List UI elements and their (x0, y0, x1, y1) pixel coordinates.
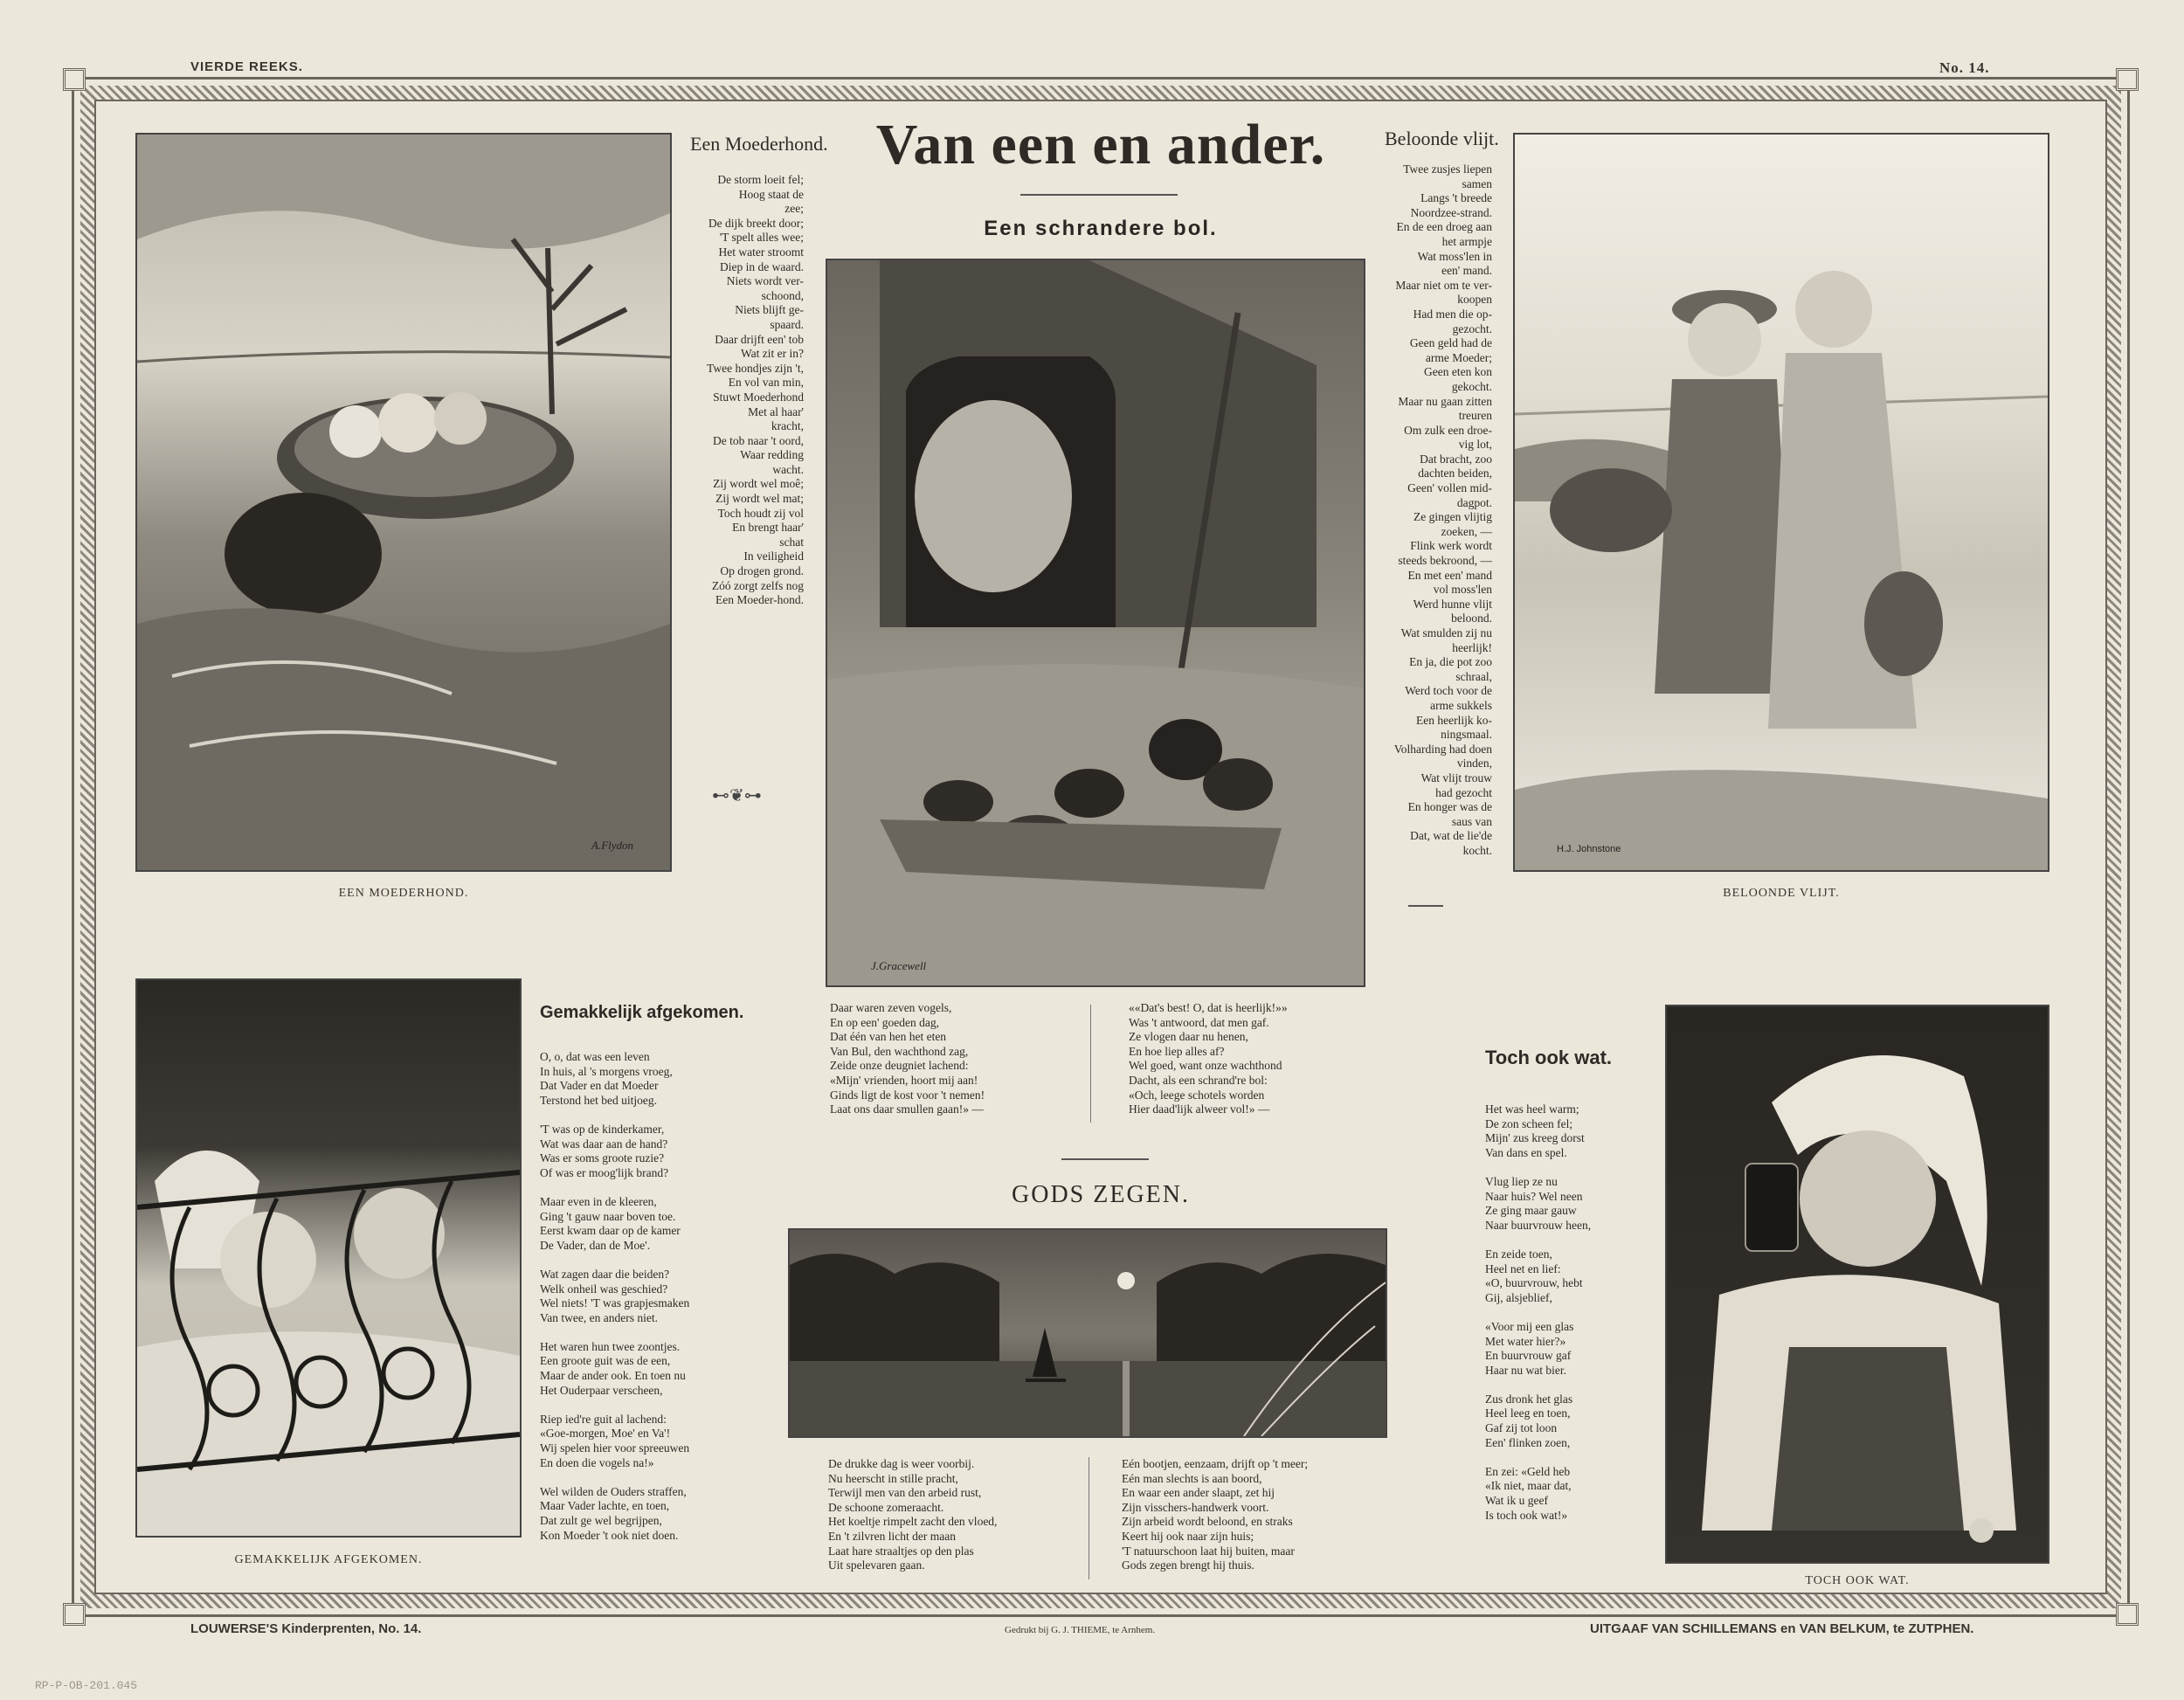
page-title: Van een en ander. (875, 113, 1326, 176)
poem-line: spaard. (770, 317, 804, 331)
poem-something-anyway (1485, 1102, 1591, 1523)
poem-line: zee; (784, 202, 804, 216)
poem-line (540, 1180, 689, 1195)
poem-title-rewarded-diligence: Beloonde vlijt. (1385, 128, 1499, 149)
poem-line: Geen eten kon (1424, 365, 1492, 379)
girls-on-beach-engraving (1515, 135, 2048, 870)
caption-mother-dog: EEN MOEDERHOND. (338, 887, 469, 900)
poem-title-gods-blessing: GODS ZEGEN. (1012, 1181, 1190, 1208)
section-rule (1061, 1158, 1149, 1160)
poem-line: En ja, die pot zoo (1409, 655, 1492, 669)
poem-line: had gezocht (1435, 785, 1492, 799)
poem-line: Waar redding (740, 448, 804, 462)
poem-end-rule (1408, 905, 1443, 907)
poem-line: Hoog staat de (738, 187, 804, 201)
poem-line: De zon scheen fel; (1485, 1116, 1573, 1130)
poem-line: Wij spelen hier voor spreeuwen (540, 1441, 690, 1455)
poem-line: «Ik niet, maar dat, (1485, 1479, 1572, 1493)
poem-line: Zijn arbeid wordt beloond, en straks (1122, 1515, 1293, 1529)
poem-line: Ginds ligt de kost voor 't nemen! (830, 1088, 985, 1102)
poem-line: kocht. (1462, 843, 1492, 857)
poem-line (540, 1108, 689, 1123)
poem-line: Maar even in de kleeren, (540, 1194, 657, 1208)
poem-gods-right (1122, 1457, 1308, 1573)
poem-line: Wel niets! 'T was grapjesmaken (540, 1296, 690, 1310)
poem-line: Kon Moeder 't ook niet doen. (540, 1528, 679, 1542)
poem-line: En vol van min, (728, 376, 804, 390)
poem-line: ««Dat's best! O, dat is heerlijk!»» (1129, 1001, 1288, 1014)
footer-printer: Gedrukt bij G. J. THIEME, te Arnhem. (1005, 1625, 1156, 1635)
kennel-engraving (827, 260, 1364, 985)
poem-line: Eén bootjen, eenzaam, drijft op 't meer; (1122, 1457, 1309, 1470)
footer-publisher: UITGAAF VAN SCHILLEMANS en VAN BELKUM, te ZUTPHEN. (1590, 1621, 1974, 1636)
poem-line: Van dans en spel. (1485, 1145, 1567, 1159)
poem-line: Of was er moog'lijk brand? (540, 1165, 669, 1179)
poem-line: Zijn visschers-handwerk voort. (1122, 1500, 1269, 1514)
poem-line: een' mand. (1441, 264, 1492, 278)
poem-title-something-anyway: Toch ook wat. (1485, 1047, 1613, 1068)
poem-line: Volharding had doen (1393, 742, 1492, 756)
poem-line: Maar Vader lachte, en toen, (540, 1499, 670, 1513)
poem-line (1485, 1233, 1591, 1247)
poem-line: Op drogen grond. (720, 564, 804, 578)
poem-line: Zij wordt wel moê; (713, 477, 804, 491)
poem-line: vig lot, (1458, 438, 1492, 452)
poem-line: Dat Vader en dat Moeder (540, 1079, 659, 1093)
poem-line: Had men die op- (1413, 307, 1492, 321)
poem-line: Zus dronk het glas (1485, 1392, 1573, 1406)
poem-line: Dat één van hen het eten (830, 1030, 947, 1044)
poem-line: Langs 't breede (1420, 191, 1492, 205)
poem-line: «Voor mij een glas (1485, 1319, 1574, 1333)
poem-line: Geen geld had de (1409, 336, 1492, 350)
poem-line: De drukke dag is weer voorbij. (828, 1457, 975, 1470)
caption-babies: GEMAKKELIJK AFGEKOMEN. (234, 1553, 423, 1566)
poem-line: Een Moeder-hond. (715, 593, 804, 607)
series-label: VIERDE REEKS. (190, 59, 303, 74)
corner-ornament (2116, 68, 2139, 91)
poem-line: Is toch ook wat!» (1485, 1508, 1568, 1522)
poem-line: Wat zagen daar die beiden? (540, 1267, 670, 1281)
poem-line (1485, 1160, 1591, 1175)
subtitle: Een schrandere bol. (984, 217, 1218, 240)
poem-line: En honger was de (1407, 800, 1492, 814)
poem-line: Noordzee-strand. (1410, 205, 1492, 219)
poem-line: wacht. (772, 462, 804, 476)
poem-line (540, 1325, 689, 1340)
poem-line: 'T was op de kinderkamer, (540, 1122, 665, 1136)
poem-line: Dat bracht, zoo (1420, 452, 1492, 466)
poem-line: «O, buurvrouw, hebt (1485, 1276, 1583, 1290)
poem-line: Ze gingen vlijtig (1413, 510, 1492, 524)
poem-title-mother-dog: Een Moederhond. (690, 133, 828, 155)
poem-line: Gods zegen brengt hij thuis. (1122, 1558, 1254, 1572)
poem-line (1485, 1450, 1591, 1465)
poem-line: koopen (1457, 293, 1492, 307)
poem-line: «Mijn' vrienden, hoort mij aan! (830, 1073, 978, 1087)
poem-line: Nu heerscht in stille pracht, (828, 1471, 958, 1485)
poem-line: Diep in de waard. (720, 259, 804, 273)
poem-line: Stuwt Moederhond (713, 390, 804, 404)
poem-line: Zóó zorgt zelfs nog (711, 578, 804, 592)
poem-line: Gaf zij tot loon (1485, 1421, 1558, 1435)
poem-line: Uit spelevaren gaan. (828, 1558, 925, 1572)
poem-line: vinden, (1456, 757, 1492, 771)
poem-line: Laat ons daar smullen gaan!» — (830, 1102, 984, 1116)
poem-line: treuren (1458, 409, 1492, 423)
poem-line: 'T spelt alles wee; (719, 231, 804, 245)
poem-line: Dacht, als een schrand're bol: (1129, 1073, 1268, 1087)
poem-line: heerlijk! (1452, 640, 1492, 654)
poem-line: Wat moss'len in (1417, 249, 1492, 263)
poem-line: Laat hare straaltjes op den plas (828, 1544, 974, 1558)
poem-line: Daar drijft een' tob (715, 332, 804, 346)
poem-mother-dog (681, 173, 804, 608)
poem-line: Was 't antwoord, dat men gaf. (1129, 1015, 1269, 1029)
poem-line: Wat smulden zij nu (1400, 626, 1492, 639)
poem-line: Het water stroomt (718, 245, 804, 259)
poem-line: Terwijl men van den arbeid rust, (828, 1486, 982, 1500)
poem-line: Naar buurvrouw heen, (1485, 1218, 1592, 1232)
poem-line: En hoe liep alles af? (1129, 1044, 1225, 1058)
illustration-girl-drinking (1665, 1005, 2049, 1564)
artist-signature: J.Gracewell (871, 959, 927, 972)
poem-line: En brengt haar' (732, 521, 804, 535)
poem-line: schoond, (761, 288, 804, 302)
poem-line: Geen' vollen mid- (1407, 481, 1492, 495)
poem-line: arme sukkels (1430, 698, 1492, 712)
poem-line: Ze vlogen daar nu henen, (1129, 1030, 1248, 1044)
poem-line: Wel wilden de Ouders straffen, (540, 1484, 687, 1498)
illustration-moonlit-lake (788, 1228, 1387, 1438)
corner-ornament (63, 68, 86, 91)
poem-line: gezocht. (1452, 321, 1492, 335)
poem-line: Was er soms groote ruzie? (540, 1151, 665, 1165)
poem-line: Maar nu gaan zitten (1398, 394, 1492, 408)
poem-line: kracht, (771, 419, 804, 433)
poem-rewarded-diligence (1363, 162, 1492, 859)
poem-line: Maar de ander ook. En toen nu (540, 1369, 686, 1383)
issue-number: No. 14. (1939, 59, 1990, 76)
artist-signature: H.J. Johnstone (1557, 844, 1621, 854)
poem-line: Maar niet om te ver- (1395, 278, 1492, 292)
poem-line: Hier daad'lijk alweer vol!» — (1129, 1102, 1270, 1116)
poem-clever-right (1129, 1001, 1288, 1117)
poem-line: Naar huis? Wel neen (1485, 1189, 1583, 1203)
poem-line: Dat zult ge wel begrijpen, (540, 1514, 662, 1527)
poem-line: samen (1462, 176, 1492, 190)
poem-line: Zij wordt wel mat; (715, 492, 804, 506)
poem-line: Daar waren zeven vogels, (830, 1001, 952, 1014)
poem-line: Toch houdt zij vol (717, 506, 804, 520)
poem-line: ningsmaal. (1441, 728, 1492, 742)
poem-line: Wat was daar aan de hand? (540, 1137, 668, 1151)
poem-line: Het waren hun twee zoontjes. (540, 1339, 681, 1353)
poem-line: Riep ied're guit al lachend: (540, 1412, 667, 1426)
poem-line: En met een' mand (1407, 568, 1492, 582)
ornament-divider: ⊷❦⊶ (712, 786, 762, 805)
poem-line: Werd toch voor de (1405, 684, 1492, 698)
poem-line: O, o, dat was een leven (540, 1050, 650, 1063)
poem-line: Werd hunne vlijt (1413, 597, 1492, 611)
poem-easy-escape (540, 1050, 689, 1543)
poem-line: De schoone zomeraacht. (828, 1500, 944, 1514)
poem-line (1485, 1378, 1591, 1392)
title-rule (1020, 194, 1178, 196)
poem-line: In veiligheid (743, 549, 804, 563)
corner-ornament (2116, 1603, 2139, 1626)
poem-line: Haar nu wat bier. (1485, 1363, 1566, 1377)
poem-line: Twee hondjes zijn 't, (707, 361, 804, 375)
poem-line: Vlug liep ze nu (1485, 1174, 1558, 1188)
poem-line (540, 1398, 689, 1413)
poem-line: Wat vlijt trouw (1420, 771, 1492, 784)
illustration-two-girls (1513, 133, 2049, 872)
poem-line (540, 1253, 689, 1268)
poem-line: Mijn' zus kreeg dorst (1485, 1131, 1585, 1145)
girl-drinking-photograph (1667, 1006, 2048, 1562)
poem-line: Wat zit er in? (740, 347, 804, 361)
crib-photograph (137, 980, 520, 1536)
poem-line: Niets blijft ge- (735, 303, 804, 317)
poem-line: Wel goed, want onze wachthond (1129, 1059, 1282, 1073)
poem-line: En buurvrouw gaf (1485, 1349, 1572, 1363)
poem-line: dachten beiden, (1418, 466, 1492, 480)
poem-line: Twee zusjes liepen (1403, 162, 1492, 176)
poem-line: Keert hij ook naar zijn huis; (1122, 1529, 1254, 1543)
poem-line: Het was heel warm; (1485, 1102, 1579, 1116)
poem-line: Eerst kwam daar op de kamer (540, 1224, 681, 1238)
poem-line: En doen die vogels na!» (540, 1455, 654, 1469)
illustration-mother-dog (135, 133, 672, 872)
poem-line: Het koeltje rimpelt zacht den vloed, (828, 1515, 998, 1529)
poem-line: het armpje (1441, 234, 1492, 248)
lake-engraving (790, 1230, 1386, 1436)
poem-line: En op een' goeden dag, (830, 1015, 940, 1029)
poem-line: Een heerlijk ko- (1416, 713, 1492, 727)
poem-line: schraal, (1455, 669, 1492, 683)
poem-line: saus van (1451, 814, 1492, 828)
poem-line: Gij, alsjeblief, (1485, 1290, 1552, 1304)
poem-line: Wat ik u geef (1485, 1494, 1549, 1508)
poem-line: vol moss'len (1433, 583, 1492, 597)
poem-line: En de een droeg aan (1396, 220, 1492, 234)
poem-line: Om zulk een droe- (1404, 423, 1492, 437)
poem-line: Ze ging maar gauw (1485, 1204, 1577, 1218)
poem-title-easy-escape: Gemakkelijk afgekomen. (540, 1003, 744, 1022)
poem-line: Heel net en lief: (1485, 1261, 1561, 1275)
poem-line: En waar een ander slaapt, zet hij (1122, 1486, 1275, 1500)
illustration-dog-and-birds (826, 259, 1365, 987)
poem-line: Dat, wat de lie'de (1410, 829, 1492, 843)
poem-line: De storm loeit fel; (717, 173, 804, 186)
poem-line: Van twee, en anders niet. (540, 1310, 658, 1324)
artist-signature: A.Flydon (591, 839, 634, 852)
poem-line: Het Ouderpaar verscheen, (540, 1383, 663, 1397)
column-divider (1090, 1005, 1091, 1123)
caption-girl-drinking: TOCH OOK WAT. (1805, 1574, 1910, 1587)
poem-line: 'T natuurschoon laat hij buiten, maar (1122, 1544, 1295, 1558)
poem-line: Ging 't gauw naar boven toe. (540, 1209, 676, 1223)
poem-clever-left (830, 1001, 985, 1117)
poem-line: De dijk breekt door; (708, 216, 804, 230)
poem-line: Een groote guit was de een, (540, 1354, 671, 1368)
poem-line (1485, 1305, 1591, 1320)
poem-gods-left (828, 1457, 997, 1573)
poem-line: In huis, al 's morgens vroeg, (540, 1064, 673, 1078)
corner-ornament (63, 1603, 86, 1626)
poem-line: De tob naar 't oord, (712, 433, 804, 447)
poem-line: Met al haar' (748, 404, 804, 418)
poem-line: Niets wordt ver- (726, 274, 804, 288)
poem-line: Met water hier?» (1485, 1334, 1566, 1348)
poem-line: gekocht. (1451, 379, 1492, 393)
poem-line: Heel leeg en toen, (1485, 1406, 1571, 1420)
poem-line: Eén man slechts is aan boord, (1122, 1471, 1262, 1485)
poem-line: Zeide onze deugniet lachend: (830, 1059, 969, 1073)
poem-line (540, 1470, 689, 1485)
poem-line: Welk onheil was geschied? (540, 1282, 668, 1296)
footer-series: LOUWERSE'S Kinderprenten, No. 14. (190, 1621, 422, 1636)
poem-line: Van Bul, den wachthond zag, (830, 1044, 969, 1058)
poem-line: arme Moeder; (1425, 350, 1492, 364)
poem-line: Een' flinken zoen, (1485, 1435, 1571, 1449)
poem-line: beloond. (1451, 612, 1492, 625)
poem-line: En zeide toen, (1485, 1247, 1552, 1261)
poem-line: steeds bekroond, — (1398, 554, 1492, 568)
caption-two-girls: BELOONDE VLIJT. (1723, 887, 1840, 900)
museum-inventory-stamp: RP-P-OB-201.045 (35, 1679, 138, 1692)
poem-line: dagpot. (1456, 495, 1492, 509)
poem-line: zoeken, — (1441, 524, 1492, 538)
poem-line: En 't zilvren licht der maan (828, 1529, 957, 1543)
poem-line: En zei: «Geld heb (1485, 1464, 1571, 1478)
illustration-two-babies-in-crib (135, 978, 522, 1538)
poem-line: schat (779, 535, 804, 549)
poem-line: Flink werk wordt (1410, 539, 1492, 553)
poem-line: Terstond het bed uitjoeg. (540, 1093, 658, 1107)
poem-line: De Vader, dan de Moe'. (540, 1238, 651, 1252)
poem-line: «Goe-morgen, Moe' en Va'! (540, 1427, 671, 1441)
poem-line: «Och, leege schotels worden (1129, 1088, 1265, 1102)
mother-dog-engraving (137, 135, 670, 870)
